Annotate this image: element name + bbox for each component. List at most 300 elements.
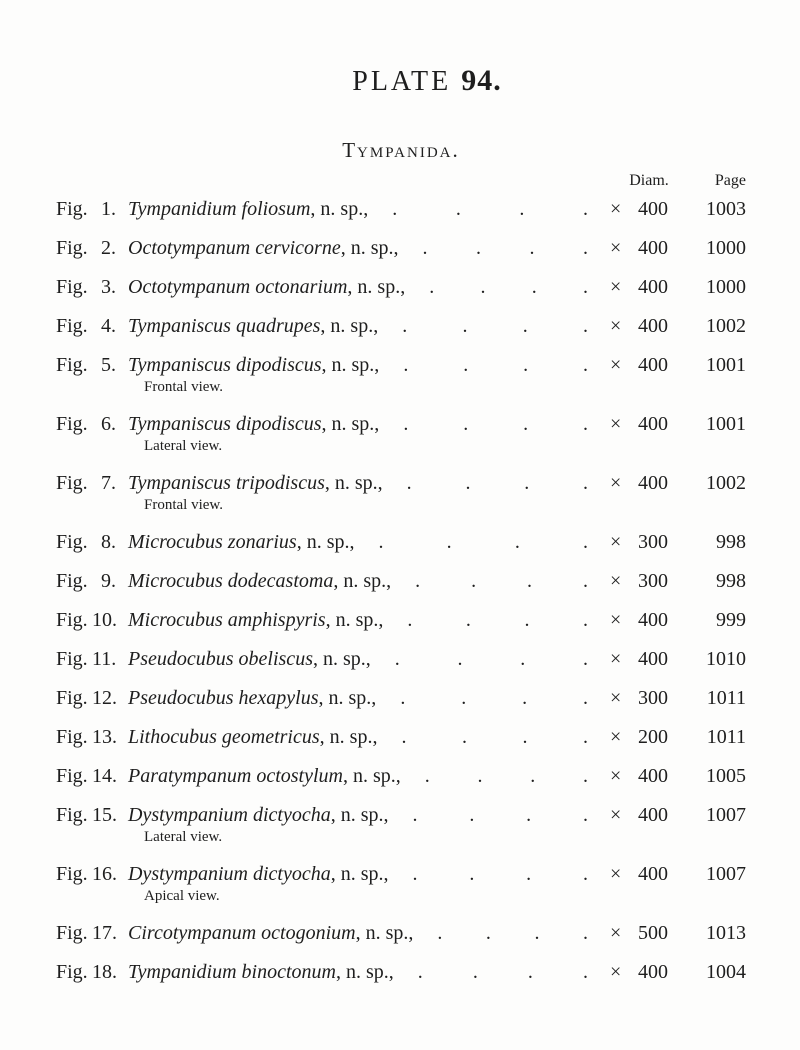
species-name [128,354,379,376]
diam-value: 300 [638,687,668,709]
view-subcaption: Lateral view. [144,829,223,845]
fig-label: Fig. [56,687,88,709]
leader-dot: . [462,315,468,337]
magnification [610,609,668,631]
leader-dot: . [417,961,423,983]
figure-entry [56,726,746,748]
species-name [128,570,391,592]
dot-leaders [368,198,610,220]
diam-value: 400 [638,609,668,631]
species-binomial: Microcubus dodecastoma [128,570,334,592]
leader-dot: . [582,237,588,259]
page-number: 1004 [706,961,746,983]
dot-leaders [383,609,610,631]
species-binomial: Microcubus amphispyris [128,609,326,631]
species-binomial: Tympaniscus dipodiscus [128,413,322,435]
dot-leaders [379,354,610,376]
diam-value: 400 [638,237,668,259]
diam-value: 400 [638,315,668,337]
species-suffix: , n. sp., [355,922,414,944]
fig-number: 15. [92,804,117,826]
multiplication-sign: × [610,687,622,709]
figure-row [56,609,746,631]
fig-number: 12. [92,687,117,709]
fig-number: 4. [101,315,116,337]
leader-dot: . [403,354,409,376]
figure-entry [56,315,746,337]
species-binomial: Tympaniscus quadrupes [128,315,321,337]
leader-dot: . [437,922,443,944]
figure-list [56,198,746,983]
species-name [128,863,389,885]
fig-label: Fig. [56,863,88,885]
diam-value: 400 [638,648,668,670]
page-number: 1013 [706,922,746,944]
page-number: 1002 [706,315,746,337]
page-number: 1000 [706,237,746,259]
species-binomial: Tympanidium binoctonum [128,961,336,983]
leader-dot: . [472,961,478,983]
species-name [128,922,413,944]
figure-row [56,726,746,748]
species-binomial: Paratympanum octostylum [128,765,343,787]
leader-dot: . [477,765,483,787]
figure-entry [56,804,746,846]
species-binomial: Octotympanum octonarium [128,276,348,298]
species-suffix: , n. sp., [330,863,389,885]
leader-dot: . [429,276,435,298]
species-binomial: Pseudocubus obeliscus [128,648,313,670]
figure-row [56,648,746,670]
figure-row [56,413,746,435]
fig-number: 17. [92,922,117,944]
dot-leaders [389,863,610,885]
page-number: 1005 [706,765,746,787]
species-suffix: , n. sp., [330,804,389,826]
leader-dot: . [407,609,413,631]
multiplication-sign: × [610,237,622,259]
leader-dot: . [583,472,588,494]
leader-dot: . [526,804,532,826]
leader-dot: . [582,804,588,826]
species-suffix: , n. sp., [347,276,406,298]
figure-row [56,961,746,983]
leader-dot: . [582,648,588,670]
page-number: 1011 [706,687,746,709]
page-number: 1001 [706,413,746,435]
plate-title [82,64,772,98]
page-number: 1002 [706,472,746,494]
dot-leaders [377,726,610,748]
magnification [610,413,668,435]
multiplication-sign: × [610,354,622,376]
fig-number: 16. [92,863,117,885]
fig-number: 5. [101,354,116,376]
fig-label: Fig. [56,413,88,435]
diam-value: 400 [638,961,668,983]
species-name [128,687,376,709]
figure-entry [56,922,746,944]
species-suffix: , n. sp., [340,237,399,259]
magnification [610,198,668,220]
leader-dot: . [522,315,528,337]
magnification [610,687,668,709]
species-suffix: , n. sp., [325,609,384,631]
magnification [610,531,668,553]
figure-row [56,687,746,709]
magnification [610,765,668,787]
dot-leaders [376,687,610,709]
species-suffix: , n. sp., [324,472,383,494]
diam-value: 400 [638,765,668,787]
leader-dot: . [582,687,588,709]
species-suffix: , n. sp., [321,413,380,435]
leader-dot: . [582,354,588,376]
leader-dot: . [457,648,463,670]
magnification [610,315,668,337]
dot-leaders [378,315,610,337]
figure-entry [56,961,746,983]
species-name [128,315,378,337]
magnification [610,726,668,748]
leader-dot: . [403,413,409,435]
figure-entry [56,609,746,631]
magnification [610,922,668,944]
figure-entry [56,570,746,592]
figure-entry [56,765,746,787]
species-suffix: , n. sp., [319,726,378,748]
species-binomial: Circotympanum octogonium [128,922,356,944]
dot-leaders [389,804,610,826]
magnification [610,570,668,592]
page-number: 1007 [706,804,746,826]
species-suffix: , n. sp., [318,687,377,709]
species-binomial: Tympanidium foliosum [128,198,311,220]
figure-row [56,237,746,259]
diam-value: 400 [638,276,668,298]
figure-entry [56,687,746,709]
dot-leaders [379,413,610,435]
species-suffix: , n. sp., [321,354,380,376]
leader-dot: . [400,687,406,709]
fig-number: 14. [92,765,117,787]
figure-entry [56,237,746,259]
dot-leaders [394,961,610,983]
species-name [128,648,371,670]
leader-dot: . [583,570,588,592]
species-name [128,531,355,553]
leader-dot: . [582,413,588,435]
leader-dot: . [455,198,461,220]
species-suffix: , n. sp., [320,315,379,337]
fig-number: 18. [92,961,117,983]
species-name [128,726,377,748]
leader-dot: . [465,609,471,631]
leader-dot: . [523,413,529,435]
figure-row [56,354,746,376]
leader-dot: . [469,804,475,826]
multiplication-sign: × [610,472,622,494]
species-name [128,276,405,298]
magnification [610,237,668,259]
leader-dot: . [480,276,486,298]
multiplication-sign: × [610,648,622,670]
leader-dot: . [526,863,532,885]
leader-dot: . [412,863,418,885]
fig-label: Fig. [56,354,88,376]
diam-value: 500 [638,922,668,944]
leader-dot: . [582,863,588,885]
leader-dot: . [476,237,481,259]
fig-number: 2. [101,237,116,259]
leader-dot: . [378,531,384,553]
view-subcaption: Frontal view. [144,497,224,513]
dot-leaders [355,531,611,553]
family-subtitle: Tympanida. [342,138,460,162]
page-column-header: Page [714,172,746,189]
magnification [610,648,668,670]
leader-dot: . [531,276,537,298]
multiplication-sign: × [610,961,622,983]
species-suffix: , n. sp., [333,570,392,592]
page-number: 998 [716,570,746,592]
figure-entry [56,531,746,553]
multiplication-sign: × [610,765,622,787]
magnification [610,863,668,885]
multiplication-sign: × [610,804,622,826]
leader-dot: . [415,570,421,592]
fig-label: Fig. [56,276,88,298]
column-headers [56,172,746,190]
page-number: 998 [716,531,746,553]
figure-row [56,570,746,592]
dot-leaders [401,765,610,787]
multiplication-sign: × [610,276,622,298]
leader-dot: . [529,237,535,259]
diam-value: 400 [638,354,668,376]
plate-title-number: 94. [461,64,502,97]
species-binomial: Tympaniscus dipodiscus [128,354,322,376]
leader-dot: . [582,531,588,553]
species-name [128,804,389,826]
species-suffix: , n. sp., [342,765,401,787]
multiplication-sign: × [610,863,622,885]
species-binomial: Dystympanium dictyocha [128,804,331,826]
fig-number: 10. [92,609,117,631]
leader-dot: . [524,472,530,494]
figure-entry [56,276,746,298]
dot-leaders [405,276,610,298]
leader-dot: . [402,315,408,337]
diam-value: 200 [638,726,668,748]
magnification [610,354,668,376]
diam-value: 300 [638,531,668,553]
diam-value: 400 [638,198,668,220]
dot-leaders [371,648,610,670]
figure-row [56,804,746,826]
species-binomial: Dystympanium dictyocha [128,863,331,885]
fig-number: 11. [92,648,117,670]
leader-dot: . [485,922,491,944]
leader-dot: . [465,472,471,494]
figure-entry [56,472,746,514]
diam-value: 400 [638,804,668,826]
figure-row [56,922,746,944]
leader-dot: . [582,276,588,298]
leader-dot: . [471,570,477,592]
leader-dot: . [522,687,528,709]
species-suffix: , n. sp., [335,961,394,983]
species-binomial: Lithocubus geometricus [128,726,320,748]
leader-dot: . [582,922,588,944]
leader-dot: . [520,648,526,670]
leader-dot: . [406,472,412,494]
fig-label: Fig. [56,472,88,494]
species-name [128,413,379,435]
dot-leaders [413,922,610,944]
species-name [128,472,383,494]
leader-dot: . [463,354,469,376]
magnification [610,276,668,298]
species-binomial: Octotympanum cervicorne [128,237,341,259]
leader-dot: . [412,804,418,826]
page-number: 1003 [706,198,746,220]
species-suffix: , n. sp., [310,198,369,220]
figure-row [56,472,746,494]
page-number: 1011 [706,726,746,748]
diam-value: 400 [638,863,668,885]
dot-leaders [391,570,610,592]
magnification [610,804,668,826]
figure-row [56,765,746,787]
figure-row [56,531,746,553]
page-number: 999 [716,609,746,631]
multiplication-sign: × [610,609,622,631]
page-number: 1010 [706,648,746,670]
fig-label: Fig. [56,726,88,748]
fig-number: 6. [101,413,116,435]
fig-label: Fig. [56,922,88,944]
fig-number: 7. [101,472,116,494]
figure-entry [56,198,746,220]
leader-dot: . [527,961,533,983]
species-name [128,961,394,983]
leader-dot: . [394,648,400,670]
fig-number: 9. [101,570,116,592]
leader-dot: . [523,354,529,376]
multiplication-sign: × [610,726,622,748]
diam-value: 300 [638,570,668,592]
fig-label: Fig. [56,765,88,787]
fig-label: Fig. [56,570,88,592]
magnification [610,961,668,983]
diam-value: 400 [638,472,668,494]
leader-dot: . [583,198,588,220]
fig-label: Fig. [56,648,88,670]
leader-dot: . [583,726,588,748]
page-number: 1007 [706,863,746,885]
dot-leaders [383,472,610,494]
leader-dot: . [519,198,525,220]
fig-number: 13. [92,726,117,748]
leader-dot: . [530,765,536,787]
fig-label: Fig. [56,531,88,553]
leader-dot: . [424,765,430,787]
figure-entry [56,648,746,670]
leader-dot: . [524,609,530,631]
figure-entry [56,354,746,396]
leader-dot: . [514,531,520,553]
species-suffix: , n. sp., [312,648,371,670]
species-name [128,765,401,787]
species-binomial: Pseudocubus hexapylus [128,687,319,709]
diam-column-header: Diam. [629,172,669,189]
species-binomial: Tympaniscus tripodiscus [128,472,325,494]
fig-label: Fig. [56,315,88,337]
leader-dot: . [461,726,467,748]
diam-value: 400 [638,413,668,435]
leader-dot: . [583,315,588,337]
multiplication-sign: × [610,198,622,220]
leader-dot: . [392,198,398,220]
leader-dot: . [469,863,475,885]
figure-row [56,276,746,298]
multiplication-sign: × [610,413,622,435]
page-number: 1001 [706,354,746,376]
figure-row [56,315,746,337]
figure-entry [56,413,746,455]
page-number: 1000 [706,276,746,298]
leader-dot: . [463,413,469,435]
leader-dot: . [401,726,407,748]
leader-dot: . [446,531,452,553]
species-binomial: Microcubus zonarius [128,531,297,553]
multiplication-sign: × [610,570,622,592]
fig-label: Fig. [56,609,88,631]
leader-dot: . [582,961,588,983]
multiplication-sign: × [610,922,622,944]
view-subcaption: Apical view. [144,888,220,904]
fig-label: Fig. [56,198,88,220]
fig-number: 3. [101,276,116,298]
figure-row [56,863,746,885]
species-name [128,609,383,631]
dot-leaders [399,237,610,259]
leader-dot: . [527,570,533,592]
leader-dot: . [422,237,428,259]
species-suffix: , n. sp., [296,531,355,553]
leader-dot: . [534,922,540,944]
figure-row [56,198,746,220]
species-name [128,198,368,220]
fig-label: Fig. [56,237,88,259]
fig-number: 1. [101,198,116,220]
view-subcaption: Lateral view. [144,438,223,454]
multiplication-sign: × [610,315,622,337]
leader-dot: . [461,687,467,709]
figure-entry [56,863,746,905]
leader-dot: . [522,726,528,748]
fig-number: 8. [101,531,116,553]
leader-dot: . [582,765,588,787]
plate-title-word: PLATE [352,66,452,97]
species-name [128,237,399,259]
view-subcaption: Frontal view. [144,379,224,395]
multiplication-sign: × [610,531,622,553]
magnification [610,472,668,494]
fig-label: Fig. [56,804,88,826]
fig-label: Fig. [56,961,88,983]
